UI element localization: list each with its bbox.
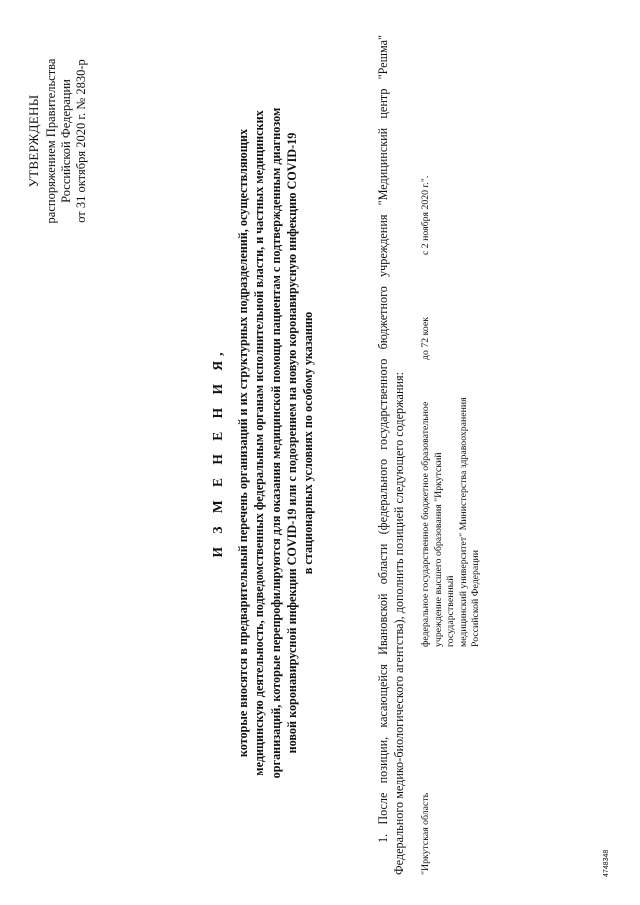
approval-heading: УТВЕРЖДЕНЫ bbox=[26, 94, 41, 188]
subtitle-line: новой коронавирусной инфекции COVID-19 или с подозрением на новую коронавирусную инфекцию COVID-19 bbox=[284, 132, 299, 754]
document-title: И З М Е Н Е Н И Я, bbox=[210, 347, 225, 558]
subtitle-line: которые вносятся в предварительный перечень организаций и их структурных подразделений, осуществляющих bbox=[236, 128, 250, 758]
document-code: 4748348 bbox=[603, 849, 610, 877]
approval-date-line bbox=[74, 21, 89, 261]
organization-line: федеральное государственное бюджетное образовательное bbox=[420, 401, 431, 647]
subtitle-line: в стационарных условиях по особому указанию bbox=[301, 311, 316, 575]
organization-line: Российской Федерации bbox=[470, 550, 481, 647]
approval-date: от 31 октября 2020 г. bbox=[74, 112, 88, 223]
body-paragraph bbox=[375, 35, 407, 875]
entry-beds: до 72 коек bbox=[420, 317, 431, 360]
inserted-position bbox=[420, 0, 500, 905]
entry-region: "Иркутская область bbox=[420, 792, 431, 875]
approval-number: № 2830-р bbox=[74, 59, 88, 110]
organization-line: учреждение высшего образования "Иркутский государственный bbox=[432, 452, 456, 647]
organization-line: медицинский университет" Министерства здравоохранения bbox=[457, 397, 469, 647]
body-paragraph-text: 1. После позиции, касающейся Ивановской области (федерального государственного бюджетного учреждения "Медицинский центр "Решма" Федерального медико-биологического агентства), дополнить позицией следующего содержания: bbox=[376, 35, 406, 875]
entry-date: с 2 ноября 2020 г.". bbox=[420, 175, 431, 255]
subtitle-line: медицинскую деятельность, подведомственных федеральным органам исполнительной власти, и частных медицинских bbox=[252, 110, 267, 776]
approval-block bbox=[26, 21, 89, 261]
subtitle-line: организаций, которые перепрофилируются для оказания медицинской помощи пациентам с подтвержденным диагнозом bbox=[268, 107, 283, 779]
approval-line-1: распоряжением Правительства bbox=[44, 58, 58, 224]
approval-line-2: Российской Федерации bbox=[59, 79, 73, 203]
entry-organization bbox=[420, 397, 483, 647]
document-subtitle bbox=[235, 93, 316, 793]
